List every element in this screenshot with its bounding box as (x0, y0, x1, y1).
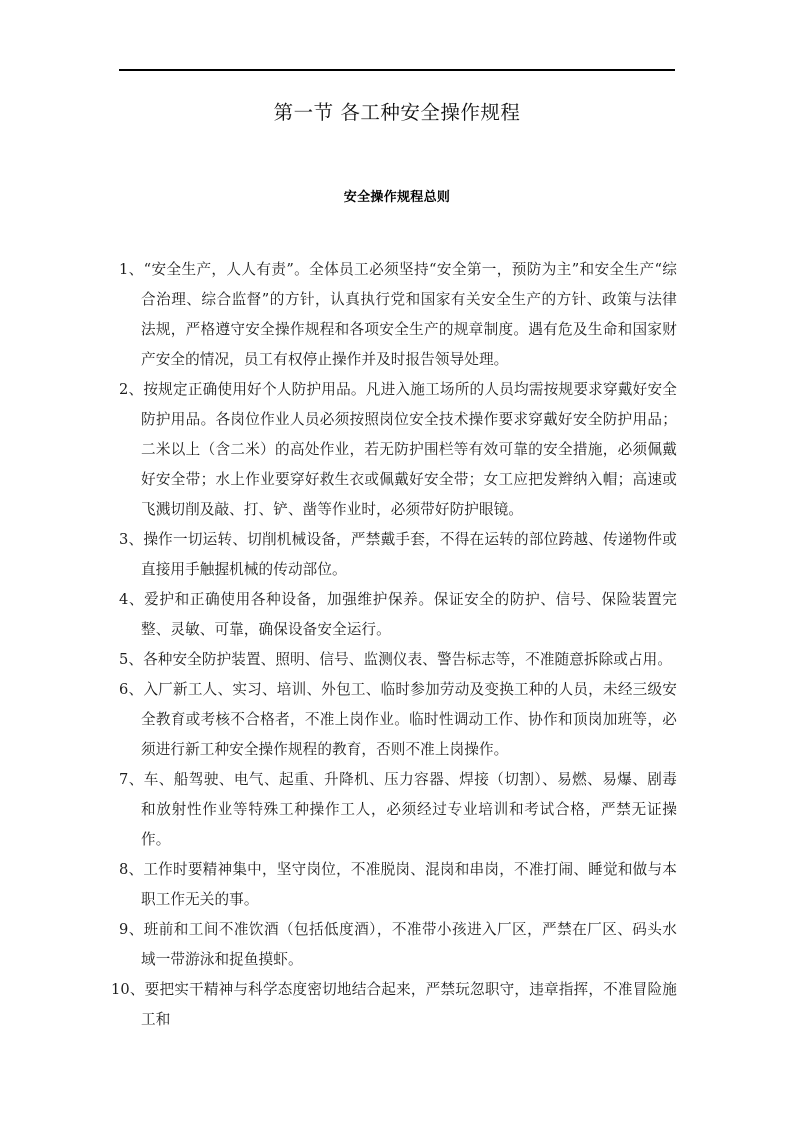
list-item-text: 操作一切运转、切削机械设备，严禁戴手套，不得在运转的部位跨越、传递物件或直接用手触握机械的传动部位。 (141, 531, 677, 578)
list-item-text: 按规定正确使用好个人防护用品。凡进入施工场所的人员均需按规要求穿戴好安全防护用品。各岗位作业人员必须按照岗位安全技术操作要求穿戴好安全防护用品；二米以上（含二米）的高处作业，若无防护围栏等有效可靠的安全措施，必须佩戴好安全带；水上作业要穿好救生衣或佩戴好安全带；女工应把发辫纳入帽；高速或飞溅切削及敲、打、铲、凿等作业时，必须带好防护眼镜。 (141, 381, 677, 518)
list-item-marker: 9、 (119, 921, 144, 938)
page-title: 第一节 各工种安全操作规程 (273, 101, 521, 124)
page-subtitle: 安全操作规程总则 (343, 190, 451, 205)
list-item-marker: 10、 (111, 981, 145, 998)
list-item-text: 入厂新工人、实习、培训、外包工、临时参加劳动及变换工种的人员，未经三级安全教育或考核不合格者，不准上岗作业。临时性调动工作、协作和顶岗加班等，必须进行新工种安全操作规程的教育，否则不准上岗操作。 (141, 681, 677, 758)
list-item (119, 585, 677, 645)
regulation-list (111, 255, 677, 1035)
list-item-text: 工作时要精神集中，坚守岗位，不准脱岗、混岗和串岗，不准打闹、睡觉和做与本职工作无关的事。 (141, 861, 677, 908)
list-item-text: 要把实干精神与科学态度密切地结合起来，严禁玩忽职守，违章指挥，不准冒险施工和 (141, 981, 677, 1028)
list-item-marker: 8、 (119, 861, 144, 878)
list-item (119, 765, 677, 855)
list-item (119, 255, 677, 375)
list-item-marker: 2、 (119, 381, 144, 398)
list-item-marker: 7、 (119, 771, 144, 788)
list-item-text: “安全生产，人人有责”。全体员工必须坚持“安全第一，预防为主”和安全生产“综合治理、综合监督”的方针，认真执行党和国家有关安全生产的方针、政策与法律法规，严格遵守安全操作规程和各项安全生产的规章制度。遇有危及生命和国家财产安全的情况，员工有权停止操作并及时报告领导处理。 (141, 261, 677, 368)
list-item (119, 675, 677, 765)
list-item (119, 645, 677, 675)
header-rule (119, 69, 675, 71)
list-item-marker: 3、 (119, 531, 144, 548)
list-item-text: 车、船驾驶、电气、起重、升降机、压力容器、焊接（切割）、易燃、易爆、剧毒和放射性作业等特殊工种操作工人，必须经过专业培训和考试合格，严禁无证操作。 (141, 771, 677, 848)
list-item (119, 915, 677, 975)
list-item-marker: 6、 (119, 681, 144, 698)
list-item-marker: 4、 (119, 591, 145, 608)
list-item (119, 855, 677, 915)
list-item (119, 375, 677, 525)
list-item-marker: 5、 (119, 651, 144, 668)
list-item-text: 各种安全防护装置、照明、信号、监测仪表、警告标志等，不准随意拆除或占用。 (143, 651, 673, 668)
list-item (111, 975, 677, 1035)
list-item-text: 班前和工间不准饮酒（包括低度酒），不准带小孩进入厂区，严禁在厂区、码头水域一带游泳和捉鱼摸虾。 (141, 921, 677, 968)
list-item-marker: 1、 (119, 261, 144, 278)
list-item (119, 525, 677, 585)
list-item-text: 爱护和正确使用各种设备，加强维护保养。保证安全的防护、信号、保险装置完整、灵敏、可靠，确保设备安全运行。 (141, 591, 677, 638)
